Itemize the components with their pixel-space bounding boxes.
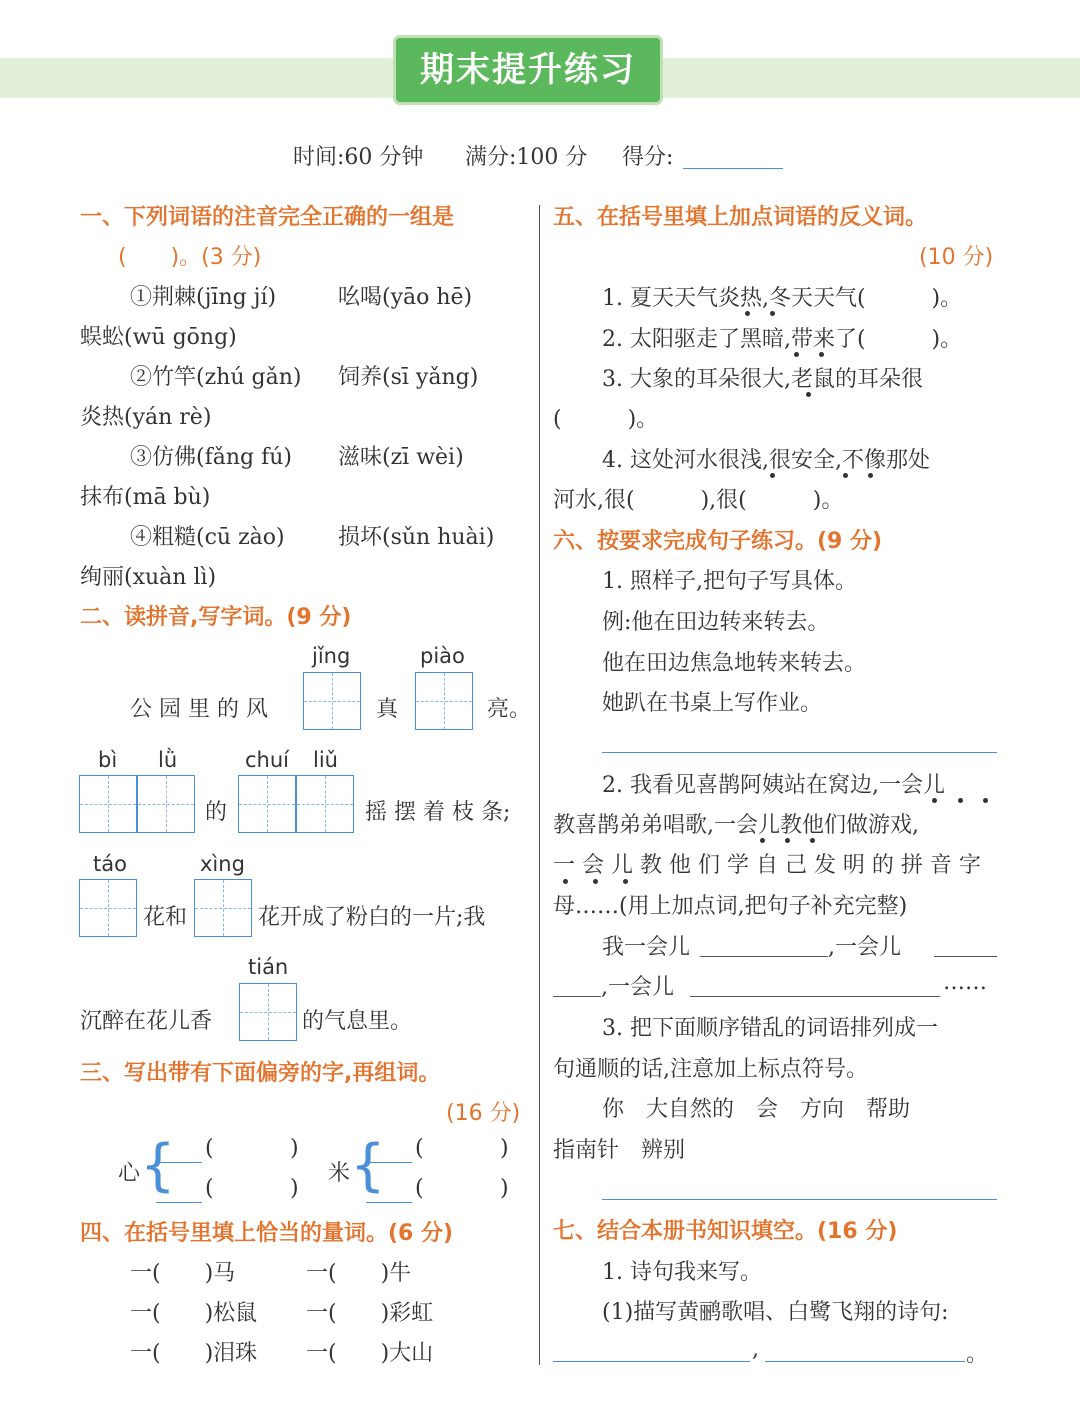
option-line: ①荆棘(jīng jí) <box>130 285 277 310</box>
exercise-line: 例:他在田边转来转去。 <box>602 610 830 635</box>
exercise-line: 。 <box>966 1342 989 1367</box>
radical-label: 心 <box>118 1161 141 1186</box>
exercise-line: 指南针 辨别 <box>553 1138 686 1163</box>
emphasis-dot <box>770 311 775 316</box>
sentence-text: 真 <box>376 697 399 722</box>
emphasis-dot <box>745 311 750 316</box>
full-score-label: 满分:100 分 <box>465 145 588 170</box>
section-5-heading: 五、在括号里填上加点词语的反义词。 <box>553 205 928 230</box>
emphasis-dot <box>760 838 765 843</box>
antonym-item: 河水,很( ),很( )。 <box>553 488 844 513</box>
option-line: 抹布(mā bù) <box>80 485 211 510</box>
pinyin-label: tián <box>248 955 289 979</box>
sentence-text: 花开成了粉白的一片;我 <box>258 905 486 930</box>
brace-icon: { <box>140 1133 176 1198</box>
answer-line[interactable] <box>765 1361 965 1362</box>
paren-open: ( <box>415 1176 424 1201</box>
exercise-line: 他在田边焦急地转来转去。 <box>602 651 867 676</box>
emphasis-dot <box>810 838 815 843</box>
sentence-text: 摇 摆 着 枝 条; <box>365 800 511 825</box>
emphasis-dot <box>623 879 628 884</box>
writing-box[interactable] <box>238 775 296 833</box>
emphasis-dot <box>868 473 873 478</box>
pinyin-label: xìng <box>200 852 245 876</box>
antonym-item: 4. 这处河水很浅,很安全,不像那处 <box>602 448 930 473</box>
option-line: 滋味(zī wèi) <box>338 445 464 470</box>
measure-word-item: 一( )大山 <box>306 1341 434 1366</box>
emphasis-dot <box>563 879 568 884</box>
answer-line[interactable] <box>602 752 997 753</box>
answer-blank[interactable] <box>366 1162 412 1163</box>
paren-close: ) <box>290 1136 299 1161</box>
paren-close: ) <box>290 1176 299 1201</box>
score-label: 得分: <box>622 145 674 170</box>
antonym-item: 3. 大象的耳朵很大,老鼠的耳朵很 <box>602 367 923 392</box>
exercise-line: 我一会儿 <box>602 935 691 960</box>
paren-close: ) <box>500 1136 509 1161</box>
paren-open: ( <box>205 1136 214 1161</box>
section-2-heading: 二、读拼音,写字词。(9 分) <box>80 605 352 630</box>
option-line: 蜈蚣(wū gōng) <box>80 325 237 350</box>
sentence-text: 花和 <box>143 905 188 930</box>
measure-word-item: 一( )泪珠 <box>130 1341 258 1366</box>
writing-box[interactable] <box>296 775 354 833</box>
answer-blank[interactable] <box>700 956 828 957</box>
antonym-item: 1. 夏天天气炎热,冬天天气( )。 <box>602 286 963 311</box>
brace-icon: { <box>350 1133 386 1198</box>
antonym-item: 2. 太阳驱走了黑暗,带来了( )。 <box>602 327 963 352</box>
exercise-line: 1. 诗句我来写。 <box>602 1260 762 1285</box>
column-divider <box>539 205 540 1365</box>
score-blank[interactable] <box>683 168 783 169</box>
pinyin-label: piào <box>420 644 465 668</box>
emphasis-dot <box>983 798 988 803</box>
emphasis-dot <box>593 879 598 884</box>
sentence-text: 公 园 里 的 风 <box>130 697 268 722</box>
sentence-text: 亮。 <box>487 697 532 722</box>
emphasis-dot <box>785 838 790 843</box>
writing-box[interactable] <box>415 672 473 730</box>
option-line: 损坏(sǔn huài) <box>338 525 495 550</box>
section-1-answer-paren: ( )。(3 分) <box>118 245 262 270</box>
option-line: ④粗糙(cū zào) <box>130 525 285 550</box>
measure-word-item: 一( )彩虹 <box>306 1301 434 1326</box>
emphasis-dot <box>794 352 799 357</box>
emphasis-dot <box>819 352 824 357</box>
exercise-line: 一 会 儿 教 他 们 学 自 己 发 明 的 拼 音 字 <box>553 853 981 878</box>
pinyin-label: táo <box>93 852 127 876</box>
exercise-line: 1. 照样子,把句子写具体。 <box>602 569 857 594</box>
answer-blank[interactable] <box>934 956 997 957</box>
measure-word-item: 一( )牛 <box>306 1261 412 1286</box>
emphasis-dot <box>932 798 937 803</box>
answer-blank[interactable] <box>366 1202 412 1203</box>
exercise-line: (1)描写黄鹂歌唱、白鹭飞翔的诗句: <box>602 1300 949 1325</box>
option-line: ③仿佛(fǎng fú) <box>130 445 292 470</box>
exercise-line: 教喜鹊弟弟唱歌,一会儿教他们做游戏, <box>553 813 919 838</box>
antonym-item: ( )。 <box>553 407 659 432</box>
paren-open: ( <box>415 1136 424 1161</box>
measure-word-item: 一( )马 <box>130 1261 236 1286</box>
exercise-line: 她趴在书桌上写作业。 <box>602 691 823 716</box>
pinyin-label: lǜ <box>158 748 178 772</box>
pinyin-label: bì <box>98 748 118 772</box>
section-3-points: (16 分) <box>446 1101 521 1126</box>
section-5-points: (10 分) <box>919 245 994 270</box>
time-label: 时间:60 分钟 <box>293 145 424 170</box>
option-line: ②竹竿(zhú gǎn) <box>130 365 302 390</box>
pinyin-label: jǐng <box>312 644 351 668</box>
option-line: 吆喝(yāo hē) <box>338 285 473 310</box>
exercise-line: 3. 把下面顺序错乱的词语排列成一 <box>602 1016 938 1041</box>
section-4-heading: 四、在括号里填上恰当的量词。(6 分) <box>80 1221 454 1246</box>
exercise-line: 你 大自然的 会 方向 帮助 <box>602 1097 911 1122</box>
answer-blank[interactable] <box>156 1162 202 1163</box>
page-title: 期末提升练习 <box>420 50 636 90</box>
section-7-heading: 七、结合本册书知识填空。(16 分) <box>553 1219 898 1244</box>
sentence-text: 的气息里。 <box>302 1009 413 1034</box>
answer-blank[interactable] <box>553 996 601 997</box>
writing-box[interactable] <box>79 879 137 937</box>
writing-box[interactable] <box>79 775 137 833</box>
sentence-text: 沉醉在花儿香 <box>80 1009 213 1034</box>
pinyin-label: chuí <box>245 748 289 772</box>
emphasis-dot <box>843 473 848 478</box>
answer-blank[interactable] <box>156 1202 202 1203</box>
writing-box[interactable] <box>239 983 297 1041</box>
radical-label: 米 <box>328 1161 351 1186</box>
section-3-heading: 三、写出带有下面偏旁的字,再组词。 <box>80 1061 441 1086</box>
answer-blank[interactable] <box>690 996 940 997</box>
section-6-heading: 六、按要求完成句子练习。(9 分) <box>553 529 883 554</box>
answer-line[interactable] <box>553 1361 750 1362</box>
option-line: 绚丽(xuàn lì) <box>80 565 217 590</box>
emphasis-dot <box>770 473 775 478</box>
writing-box[interactable] <box>194 879 252 937</box>
exercise-line: 母……(用上加点词,把句子补充完整) <box>553 894 908 919</box>
emphasis-dot <box>958 798 963 803</box>
exercise-line: ,一会儿 <box>828 935 901 960</box>
writing-box[interactable] <box>303 672 361 730</box>
paren-open: ( <box>205 1176 214 1201</box>
option-line: 饲养(sī yǎng) <box>338 365 479 390</box>
sentence-text: 的 <box>205 800 228 825</box>
exercise-line: , <box>752 1337 759 1362</box>
paren-close: ) <box>500 1176 509 1201</box>
measure-word-item: 一( )松鼠 <box>130 1301 258 1326</box>
exercise-line: 句通顺的话,注意加上标点符号。 <box>553 1057 868 1082</box>
exercise-line: 2. 我看见喜鹊阿姨站在窝边,一会儿 <box>602 773 945 798</box>
exercise-line: ,一会儿 <box>601 975 674 1000</box>
writing-box[interactable] <box>137 775 195 833</box>
pinyin-label: liǔ <box>313 748 338 772</box>
section-1-heading: 一、下列词语的注音完全正确的一组是 <box>80 205 455 230</box>
option-line: 炎热(yán rè) <box>80 405 212 430</box>
emphasis-dot <box>806 392 811 397</box>
answer-line[interactable] <box>602 1199 997 1200</box>
exercise-line: …… <box>943 970 987 995</box>
